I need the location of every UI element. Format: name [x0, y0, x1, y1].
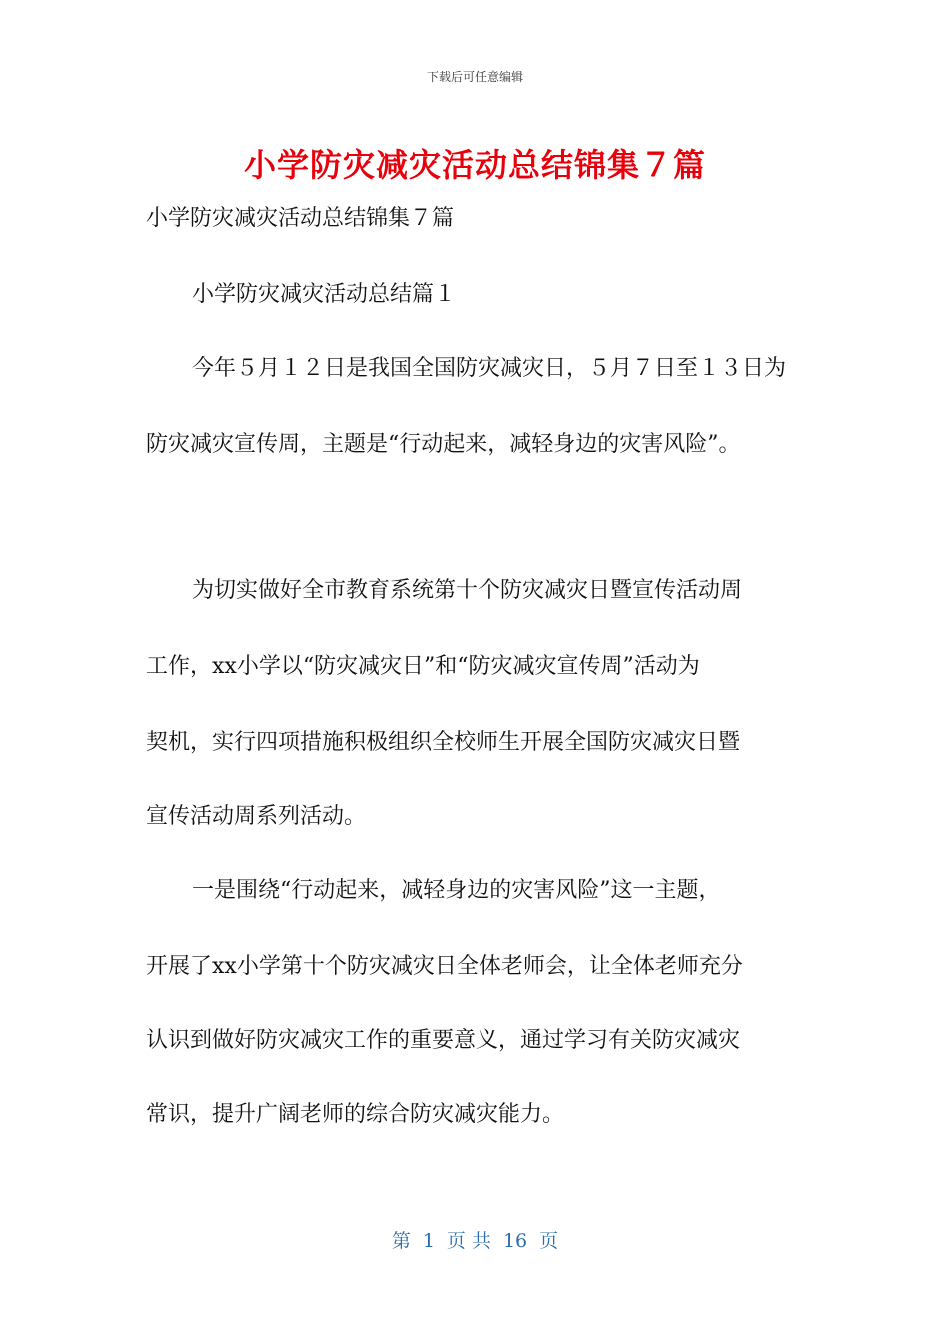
paragraph-line: 今年５月１２日是我国全国防灾减灾日，５月７日至１３日为: [192, 356, 787, 381]
paragraph-line: 工作，xx小学以“防灾减灾日”和“防灾减灾宣传周”活动为: [146, 654, 700, 679]
paragraph-line: 为切实做好全市教育系统第十个防灾减灾日暨宣传活动周: [192, 578, 743, 603]
paragraph-line: 宣传活动周系列活动。: [146, 804, 367, 829]
paragraph-line: 契机，实行四项措施积极组织全校师生开展全国防灾减灾日暨: [146, 730, 741, 755]
paragraph-line: 认识到做好防灾减灾工作的重要意义，通过学习有关防灾减灾: [146, 1028, 741, 1053]
paragraph-line: 开展了xx小学第十个防灾减灾日全体老师会，让全体老师充分: [146, 954, 743, 979]
footer-suffix: 页: [539, 1230, 559, 1252]
document-subtitle: 小学防灾减灾活动总结锦集７篇: [146, 206, 455, 231]
footer-total-pages: 16: [502, 1230, 528, 1252]
footer-prefix: 第: [391, 1230, 411, 1252]
header-note: 下载后可任意编辑: [426, 70, 523, 84]
footer-middle: 页 共: [446, 1230, 491, 1252]
paragraph-line: 常识，提升广阔老师的综合防灾减灾能力。: [146, 1102, 565, 1127]
footer-page-number: 1: [422, 1230, 435, 1252]
page-footer: [0, 1226, 950, 1253]
document-title: 小学防灾减灾活动总结锦集７篇: [243, 146, 706, 184]
section-heading: 小学防灾减灾活动总结篇１: [192, 282, 457, 307]
paragraph-line: 防灾减灾宣传周，主题是“行动起来，减轻身边的灾害风险”。: [146, 432, 741, 457]
paragraph-line: 一是围绕“行动起来，减轻身边的灾害风险”这一主题，: [192, 878, 721, 903]
